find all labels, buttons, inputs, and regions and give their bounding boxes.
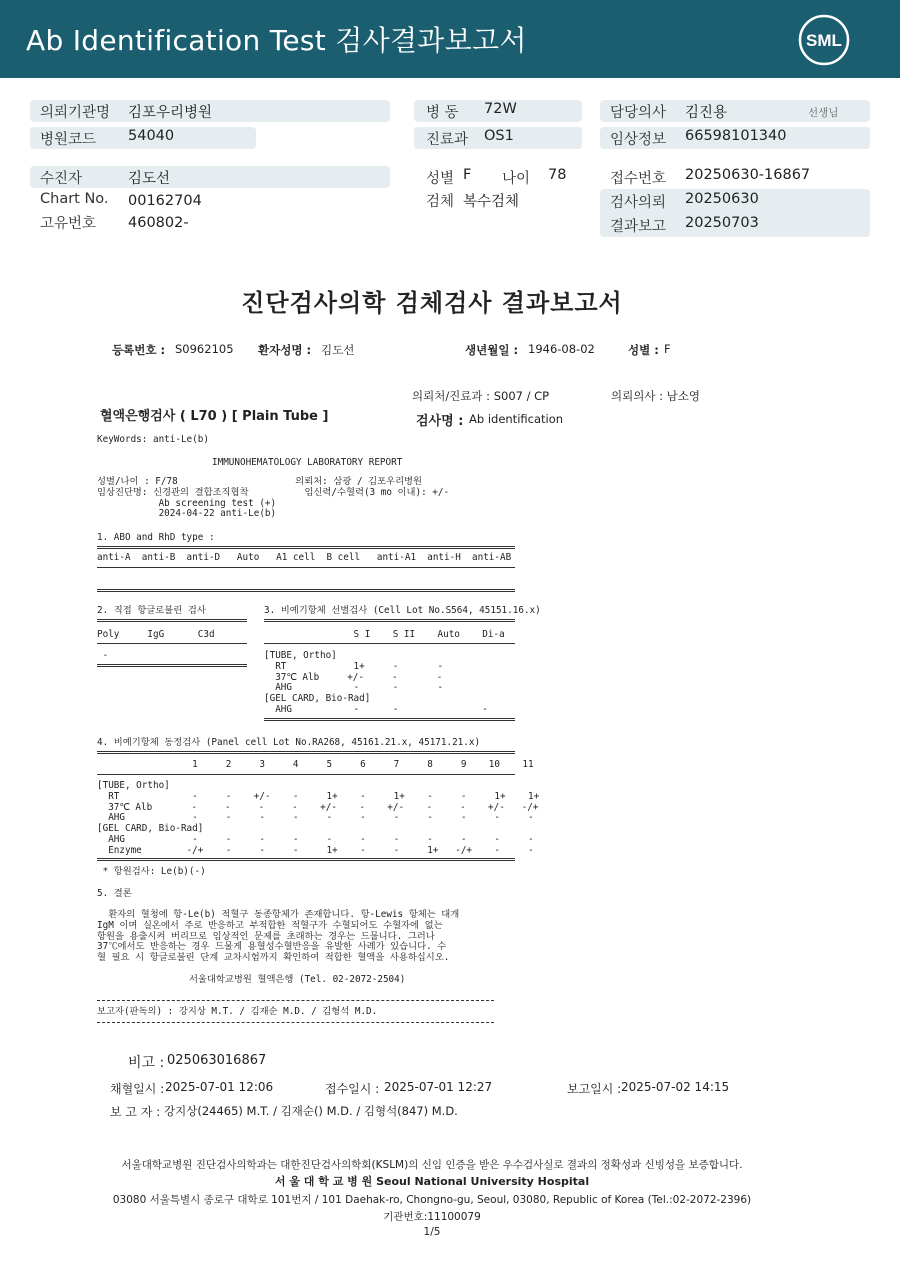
request-date-value: 20250630 bbox=[685, 191, 759, 207]
report-time-label: 보고일시 : bbox=[567, 1082, 622, 1096]
header-bar bbox=[0, 0, 900, 78]
test-name-value: Ab identification bbox=[469, 412, 564, 426]
report-header-title: Ab Identification Test 검사결과보고서 bbox=[26, 24, 527, 57]
age-value: 78 bbox=[548, 167, 567, 183]
dob-label: 생년월일 : bbox=[465, 343, 519, 357]
doctor-suffix: 선생님 bbox=[808, 107, 839, 119]
divider bbox=[97, 664, 247, 667]
dob-value: 1946-08-02 bbox=[528, 342, 595, 356]
request-date-label: 검사의뢰 bbox=[610, 195, 667, 211]
panel-title: 4. 비예기항체 동정검사 (Panel cell Lot No.RA268, 45161.21.x, 45171.21.x) bbox=[97, 737, 481, 748]
lab-heading: IMMUNOHEMATOLOGY LABORATORY REPORT bbox=[212, 457, 403, 468]
chart-no-value: 00162704 bbox=[128, 193, 202, 209]
name-label: 환자성명 : bbox=[258, 343, 312, 357]
report-time-value: 2025-07-02 14:15 bbox=[621, 1080, 730, 1094]
referral-doctor: 의뢰의사 : 남소영 bbox=[611, 389, 700, 403]
doctor-value: 김진용 bbox=[685, 105, 728, 121]
ward-label: 병 동 bbox=[426, 105, 459, 121]
panel-header: 1 2 3 4 5 6 7 8 9 10 11 bbox=[97, 759, 534, 770]
chart-no-label: Chart No. bbox=[40, 191, 109, 207]
divider bbox=[97, 1000, 494, 1001]
age-label: 나이 bbox=[502, 171, 531, 187]
lab-patient-block: 성별/나이 : F/78 의뢰처: 삼광 / 김포우리병원 임상진단명: 신경관의 결합조직협착 임신력/수혈력(3 mo 이내): +/- Ab screening test (+) 2024-04-22 anti-Le(b) bbox=[97, 476, 450, 520]
panel-body: [TUBE, Ortho] RT - - +/- - 1+ - 1+ - - 1+ 1+ 37℃ Alb - - - - +/- - +/- - - +/- -/+ AHG - - - - - - - - - - - [GEL CARD, Bio-Rad] AHG - - - - - - - - - - - Enzyme -/+ - - - 1+ - - 1+ -/+ - - bbox=[97, 780, 540, 856]
specimen-value: 복수검체 bbox=[463, 194, 520, 210]
divider bbox=[97, 619, 247, 622]
divider bbox=[97, 751, 515, 754]
department-label: 진료과 bbox=[426, 132, 469, 148]
divider bbox=[264, 619, 515, 622]
dat-title: 2. 직접 항글로불린 검사 bbox=[97, 605, 206, 616]
logo-text: SML bbox=[806, 31, 842, 50]
reg-label: 등록번호 : bbox=[112, 343, 166, 357]
sex-summary-value: F bbox=[664, 342, 671, 356]
receive-label: 접수일시 : bbox=[325, 1082, 380, 1096]
sex-label: 성별 bbox=[426, 171, 455, 187]
divider bbox=[97, 546, 515, 549]
hospital-code-value: 54040 bbox=[128, 128, 175, 144]
institution-value: 김포우리병원 bbox=[128, 105, 213, 121]
doctor-label: 담당의사 bbox=[610, 105, 667, 121]
specimen-label: 검체 bbox=[426, 194, 455, 210]
test-name-label: 검사명 : bbox=[416, 414, 464, 429]
report-date-value: 20250703 bbox=[685, 215, 759, 231]
screen-body: [TUBE, Ortho] RT 1+ - - 37℃ Alb +/- - - AHG - - - [GEL CARD, Bio-Rad] AHG - - - bbox=[264, 650, 488, 715]
note-value: 025063016867 bbox=[167, 1053, 267, 1068]
note-label: 비고 : bbox=[128, 1055, 165, 1071]
receipt-no-label: 접수번호 bbox=[610, 171, 667, 187]
divider bbox=[264, 718, 515, 721]
name-value: 김도선 bbox=[321, 343, 355, 357]
hospital-code-label: 병원코드 bbox=[40, 132, 97, 148]
collect-value: 2025-07-01 12:06 bbox=[165, 1080, 274, 1094]
page-number: 1/5 bbox=[423, 1226, 441, 1238]
sex-summary-label: 성별 : bbox=[628, 343, 659, 357]
clinical-label: 임상정보 bbox=[610, 132, 667, 148]
patient-value: 김도선 bbox=[128, 171, 171, 187]
department-value: OS1 bbox=[484, 128, 514, 144]
blood-bank-line: 서울대학교병원 혈액은행 (Tel. 02-2072-2504) bbox=[189, 974, 406, 985]
unique-no-label: 고유번호 bbox=[40, 216, 97, 232]
clinical-value: 66598101340 bbox=[685, 128, 787, 144]
conclusion-title: 5. 결론 bbox=[97, 888, 132, 899]
reporter-value: 강지상(24465) M.T. / 김재순() M.D. / 김형석(847) M.D. bbox=[164, 1104, 458, 1118]
divider bbox=[97, 567, 515, 568]
abo-header: anti-A anti-B anti-D Auto A1 cell B cell anti-A1 anti-H anti-AB bbox=[97, 552, 512, 563]
certification-text: 서울대학교병원 진단검사의학과는 대한진단검사의학회(KSLM)의 신임 인증을 받은 우수검사실로 결과의 정확성과 신빙성을 보증합니다. bbox=[121, 1159, 743, 1171]
sex-value: F bbox=[463, 167, 472, 183]
referral-dept: 의뢰처/진료과 : S007 / CP bbox=[412, 389, 550, 403]
screen-header: S I S II Auto Di-a bbox=[264, 629, 505, 640]
divider bbox=[97, 858, 515, 861]
ward-value: 72W bbox=[484, 101, 517, 117]
divider bbox=[97, 1022, 494, 1023]
organization-number: 기관번호:11100079 bbox=[383, 1211, 481, 1223]
receipt-no-value: 20250630-16867 bbox=[685, 167, 811, 183]
hospital-name: 서 울 대 학 교 병 원 Seoul National University Hospital bbox=[274, 1175, 590, 1188]
divider bbox=[264, 643, 515, 644]
info-row-bg bbox=[30, 166, 390, 188]
institution-label: 의뢰기관명 bbox=[40, 105, 111, 121]
abo-title: 1. ABO and RhD type : bbox=[97, 532, 215, 543]
patient-label: 수진자 bbox=[40, 171, 83, 187]
screen-title: 3. 비예기항체 선별검사 (Cell Lot No.S564, 45151.16.x) bbox=[264, 605, 541, 616]
receive-value: 2025-07-01 12:27 bbox=[384, 1080, 493, 1094]
collect-label: 채혈일시 : bbox=[110, 1082, 165, 1096]
report-date-label: 결과보고 bbox=[610, 219, 667, 235]
dat-value: - bbox=[97, 650, 109, 661]
hospital-address: 03080 서울특별시 종로구 대학로 101번지 / 101 Daehak-ro, Chongno-gu, Seoul, 03080, Republic of Korea (Tel.:02-2072-2396) bbox=[112, 1194, 752, 1206]
divider bbox=[97, 589, 515, 592]
unique-no-value: 460802- bbox=[128, 215, 189, 231]
test-section: 혈액은행검사 ( L70 ) [ Plain Tube ] bbox=[100, 409, 329, 424]
divider bbox=[97, 643, 247, 644]
reporter-line: 보고자(판독의) : 강지상 M.T. / 김재순 M.D. / 김형석 M.D. bbox=[97, 1006, 378, 1017]
reporter-label: 보 고 자 : bbox=[110, 1105, 161, 1119]
antigen-line: * 항원검사: Le(b)(-) bbox=[97, 866, 206, 877]
reg-value: S0962105 bbox=[175, 342, 234, 356]
divider bbox=[97, 774, 515, 775]
conclusion-body: 환자의 혈청에 항-Le(b) 적혈구 동종항체가 존재합니다. 항-Lewis 항체는 대개 IgM 이며 실온에서 주로 반응하고 부적합한 적혈구가 수혈되어도 수혈자에 없는 항원을 용출시켜 버리므로 임상적인 문제를 초래하는 경우는 드뭅니다. 그러나 37℃에서도 반응하는 경우 드물게 용혈성수혈반응을 유발한 사례가 있습니다. 수 혈 필요 시 항글로불린 단계 교차시험까지 확인하여 적합한 혈액을 사용하십시오. bbox=[97, 909, 460, 964]
report-title: 진단검사의학 검체검사 결과보고서 bbox=[241, 289, 623, 317]
sml-logo bbox=[796, 12, 852, 68]
keywords: KeyWords: anti-Le(b) bbox=[97, 434, 209, 445]
dat-header: Poly IgG C3d bbox=[97, 629, 215, 640]
